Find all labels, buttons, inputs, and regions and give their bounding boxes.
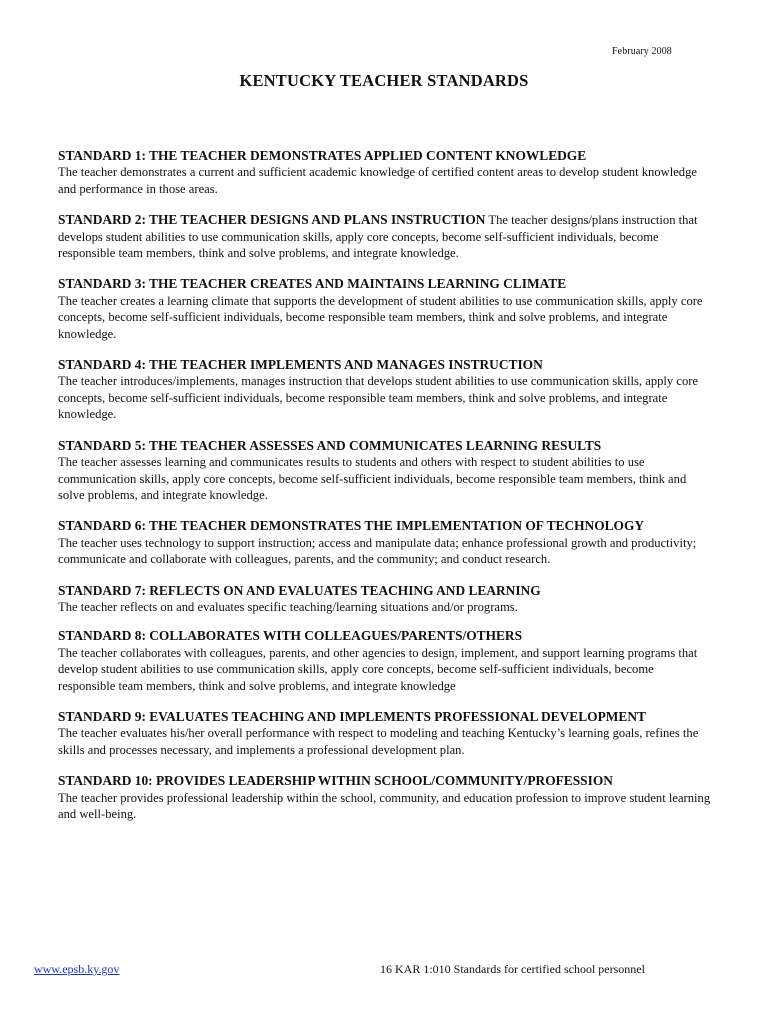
standard-2: [58, 212, 713, 261]
standard-heading: STANDARD 9: EVALUATES TEACHING AND IMPLEMENTS PROFESSIONAL DEVELOPMENT: [58, 708, 646, 724]
standard-description: The teacher evaluates his/her overall performance with respect to modeling and teaching Kentucky’s learning goals, refines the skills and processes necessary, and implements a professional development plan.: [58, 726, 699, 757]
standard-5: [58, 438, 713, 504]
standards-list: [58, 148, 713, 837]
document-date: February 2008: [612, 46, 672, 57]
standard-7: [58, 583, 713, 616]
footer-regulation-reference: 16 KAR 1:010 Standards for certified school personnel: [380, 962, 645, 976]
standard-description: The teacher provides professional leadership within the school, community, and education profession to improve student learning and well-being.: [58, 790, 711, 821]
standard-description: The teacher collaborates with colleagues, parents, and other agencies to design, implement, and support learning programs that develop student abilities to use communication skills, apply core concepts, become self-sufficient individuals, become responsible team members, think and solve problems, and integrate knowledge: [58, 645, 698, 693]
standard-heading: STANDARD 6: THE TEACHER DEMONSTRATES THE IMPLEMENTATION OF TECHNOLOGY: [58, 518, 645, 534]
standard-4: [58, 357, 713, 423]
standard-6: [58, 518, 713, 567]
footer-website-link[interactable]: www.epsb.ky.gov: [34, 962, 120, 976]
standard-heading: STANDARD 8: COLLABORATES WITH COLLEAGUES/PARENTS/OTHERS: [58, 628, 523, 644]
standard-description: The teacher designs/plans instruction that develops student abilities to use communication skills, apply core concepts, become self-sufficient individuals, become responsible team members, think and solve problems, and integrate knowledge.: [58, 213, 698, 261]
standard-heading: STANDARD 7: REFLECTS ON AND EVALUATES TEACHING AND LEARNING: [58, 582, 541, 598]
standard-heading: STANDARD 3: THE TEACHER CREATES AND MAINTAINS LEARNING CLIMATE: [58, 276, 567, 292]
standard-description: The teacher assesses learning and communicates results to students and others with respect to student abilities to use communication skills, apply core concepts, become self-sufficient individuals, become responsible team members, think and solve problems, and integrate knowledge.: [58, 455, 687, 502]
standard-heading: STANDARD 10: PROVIDES LEADERSHIP WITHIN SCHOOL/COMMUNITY/PROFESSION: [58, 773, 613, 789]
standard-heading: STANDARD 5: THE TEACHER ASSESSES AND COMMUNICATES LEARNING RESULTS: [58, 437, 602, 453]
standard-10: [58, 773, 713, 822]
standard-description: The teacher creates a learning climate that supports the development of student abilities to use communication skills, apply core concepts, become self-sufficient individuals, become responsible team members, think and solve problems, and integrate knowledge.: [58, 293, 703, 341]
standard-8: [58, 628, 713, 694]
standard-heading: STANDARD 4: THE TEACHER IMPLEMENTS AND MANAGES INSTRUCTION: [58, 357, 543, 373]
document-title: KENTUCKY TEACHER STANDARDS: [239, 71, 529, 90]
standard-1: [58, 148, 713, 197]
standard-heading: STANDARD 2: THE TEACHER DESIGNS AND PLANS INSTRUCTION: [58, 212, 486, 228]
standard-description: The teacher reflects on and evaluates specific teaching/learning situations and/or programs.: [58, 599, 518, 614]
standard-description: The teacher uses technology to support instruction; access and manipulate data; enhance professional growth and productivity; communicate and collaborate with colleagues, parents, and the community; and conduct research.: [58, 535, 697, 567]
standard-heading: STANDARD 1: THE TEACHER DEMONSTRATES APPLIED CONTENT KNOWLEDGE: [58, 148, 587, 163]
standard-description: The teacher demonstrates a current and sufficient academic knowledge of certified content areas to develop student knowledge and performance in those areas.: [58, 165, 697, 196]
standard-3: [58, 276, 713, 342]
standard-description: The teacher introduces/implements, manages instruction that develops student abilities to use communication skills, apply core concepts, become self-sufficient individuals, become responsible team members, think and solve problems, and integrate knowledge.: [58, 374, 699, 422]
standard-9: [58, 709, 713, 758]
